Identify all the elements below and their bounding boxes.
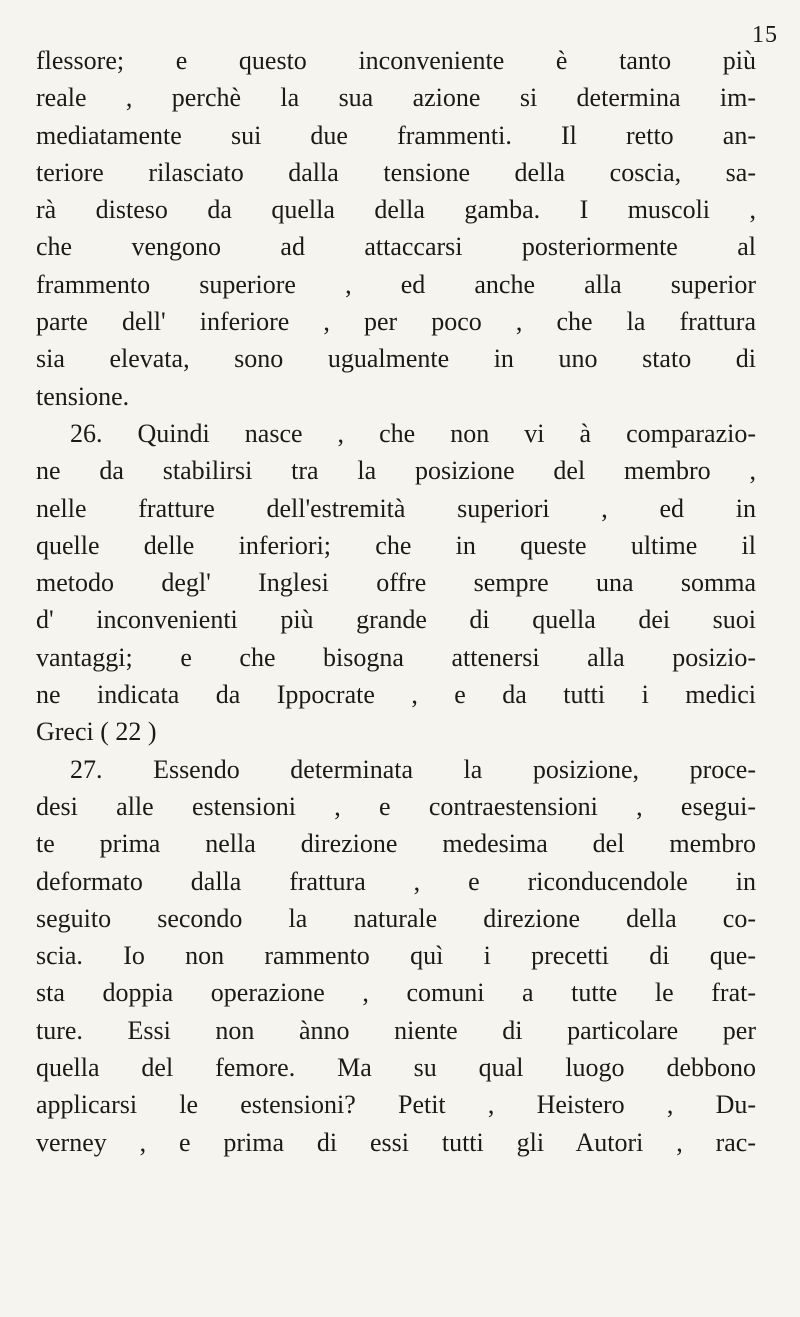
text-line: verney , e prima di essi tutti gli Autori , rac- <box>36 1127 756 1157</box>
text-line: deformato dalla frattura , e riconducendole in <box>36 866 756 896</box>
page-number: 15 <box>752 22 778 48</box>
text-line: parte dell' inferiore , per poco , che la frattura <box>36 307 756 337</box>
text-line: rà disteso da quella della gamba. I muscoli , <box>36 195 756 225</box>
text-line: reale , perchè la sua azione si determina im- <box>36 83 756 113</box>
text-line: seguito secondo la naturale direzione della co- <box>36 903 756 933</box>
text-line: Greci ( 22 ) <box>36 717 157 747</box>
text-line: scia. Io non rammento quì i precetti di que- <box>36 941 756 971</box>
text-line: vantaggi; e che bisogna attenersi alla posizio- <box>36 642 756 672</box>
text-line: d' inconvenienti più grande di quella dei suoi <box>36 605 756 635</box>
text-line: mediatamente sui due frammenti. Il retto an- <box>36 120 756 150</box>
text-line: quella del femore. Ma su qual luogo debbono <box>36 1053 756 1083</box>
text-line: che vengono ad attaccarsi posteriormente al <box>36 232 756 262</box>
text-line: ne indicata da Ippocrate , e da tutti i medici <box>36 680 756 710</box>
body-text <box>36 42 756 1161</box>
text-line: frammento superiore , ed anche alla superior <box>36 269 756 299</box>
paragraph-27-start: 27. Essendo determinata la posizione, proce- <box>70 754 756 784</box>
text-line: desi alle estensioni , e contraestensioni , esegui- <box>36 791 756 821</box>
text-line: applicarsi le estensioni? Petit , Heistero , Du- <box>36 1090 756 1120</box>
text-line: sta doppia operazione , comuni a tutte le frat- <box>36 978 756 1008</box>
text-line: metodo degl' Inglesi offre sempre una somma <box>36 568 756 598</box>
text-line: quelle delle inferiori; che in queste ultime il <box>36 530 756 560</box>
text-line: tensione. <box>36 381 130 411</box>
text-line: ne da stabilirsi tra la posizione del membro , <box>36 456 756 486</box>
text-line: te prima nella direzione medesima del membro <box>36 829 756 859</box>
text-line: teriore rilasciato dalla tensione della coscia, sa- <box>36 157 756 187</box>
paragraph-26-start: 26. Quindi nasce , che non vi à comparazio- <box>70 418 756 448</box>
text-line: flessore; e questo inconveniente è tanto più <box>36 46 756 75</box>
text-line: sia elevata, sono ugualmente in uno stato di <box>36 344 756 374</box>
text-line: ture. Essi non ànno niente di particolare per <box>36 1015 756 1045</box>
text-line: nelle fratture dell'estremità superiori , ed in <box>36 493 756 523</box>
